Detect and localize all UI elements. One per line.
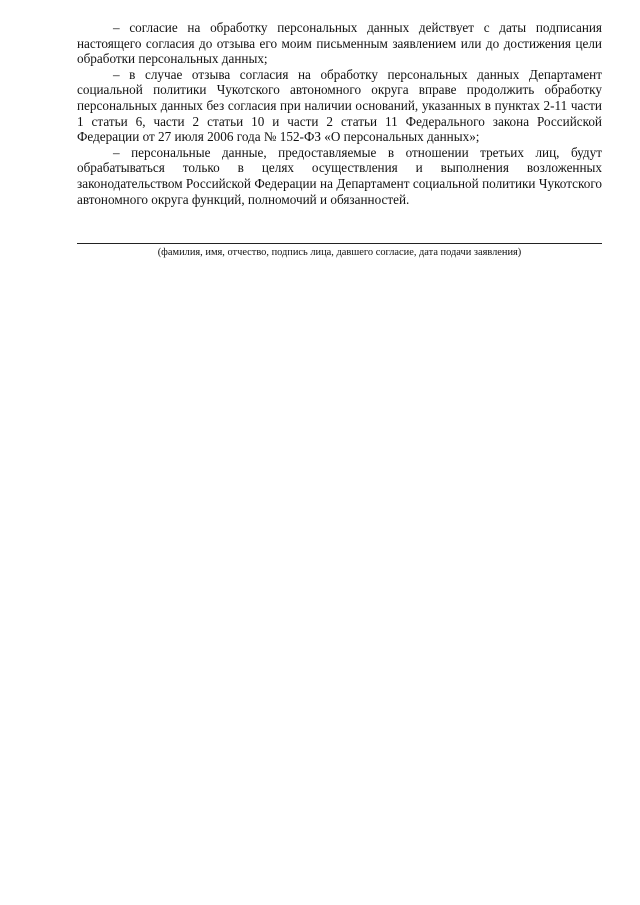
signature-line: [77, 243, 602, 244]
paragraph-consent-withdrawal: – в случае отзыва согласия на обработку персональных данных Департамент социальной политики Чукотского автономного округа вправе продолжить обработку персональных данных без согласия при наличии оснований, указанных в пунктах 2-11 части 1 статьи 6, части 2 статьи 10 и части 2 статьи 11 Федерального закона Российской Федерации от 27 июля 2006 года № 152-ФЗ «О персональных данных»;: [77, 66, 602, 145]
consent-terms: [77, 20, 602, 207]
paragraph-third-party-data: – персональные данные, предоставляемые в отношении третьих лиц, будут обрабатываться только в целях осуществления и выполнения возложенных законодательством Российской Федерации на Департамент социальной политики Чукотского автономного округа функций, полномочий и обязанностей.: [77, 144, 602, 207]
signature-caption: (фамилия, имя, отчество, подпись лица, давшего согласие, дата подачи заявления): [157, 247, 522, 258]
paragraph-consent-duration: – согласие на обработку персональных данных действует с даты подписания настоящего согласия до отзыва его моим письменным заявлением или до достижения цели обработки персональных данных;: [77, 20, 602, 67]
